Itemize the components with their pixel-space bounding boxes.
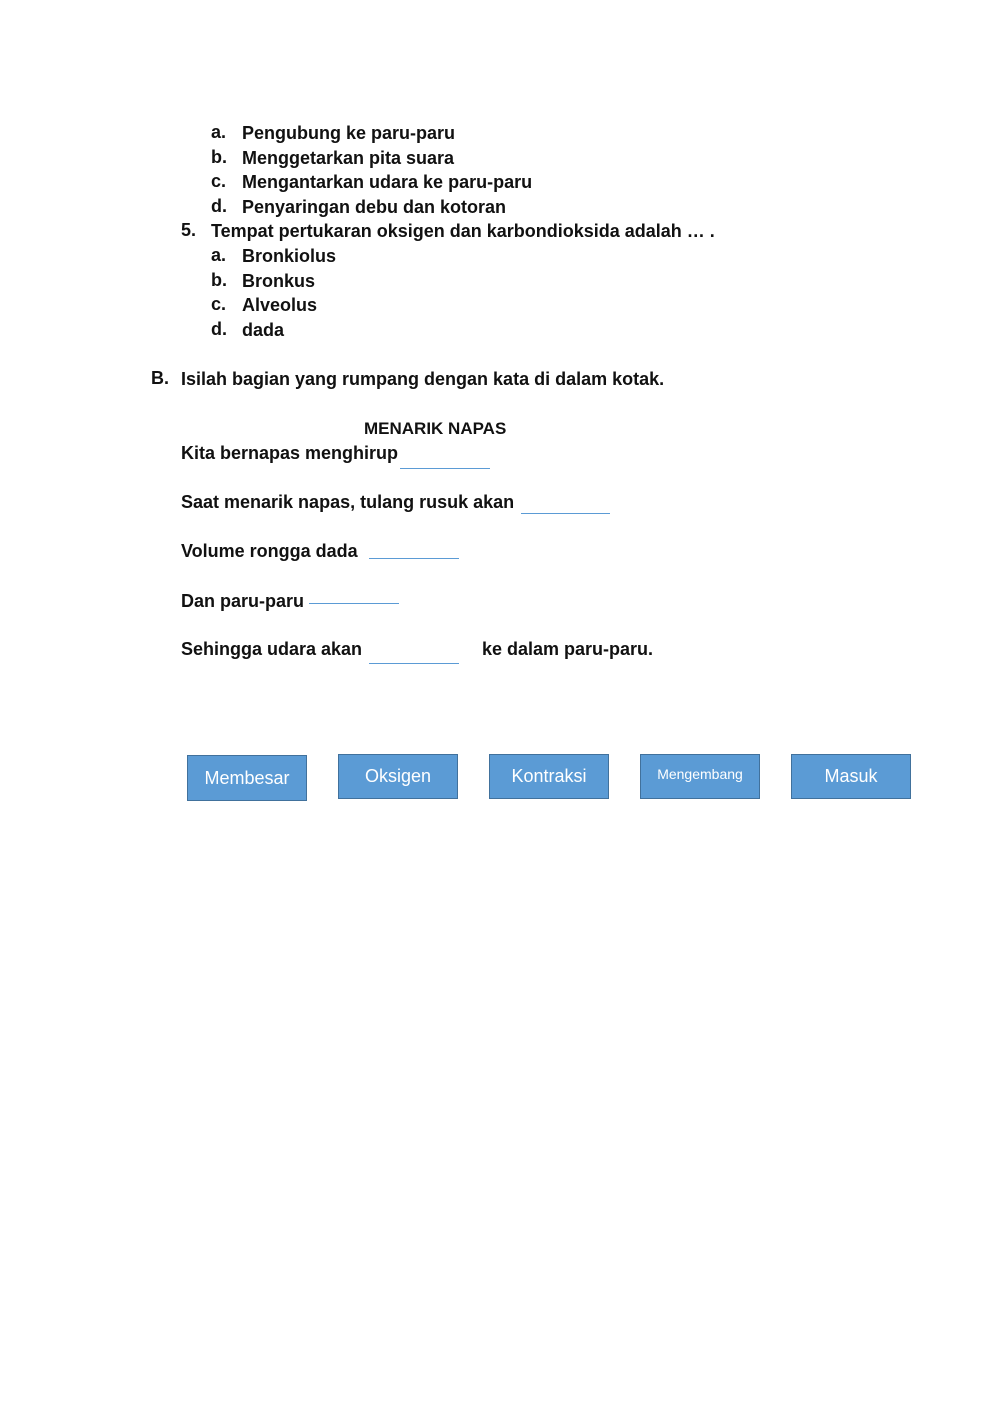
q5-option-d: dada bbox=[242, 320, 285, 340]
q5-option-b: Bronkus bbox=[242, 271, 316, 291]
blank-2[interactable] bbox=[521, 513, 610, 514]
word-tile-kontraksi[interactable]: Kontraksi bbox=[489, 754, 609, 799]
q4-option-a: Pengubung ke paru-paru bbox=[242, 123, 456, 143]
word-tile-mengembang[interactable] bbox=[640, 754, 760, 799]
word-tile-mengembang-label: Mengembang bbox=[657, 766, 743, 782]
word-tile-masuk[interactable]: Masuk bbox=[791, 754, 911, 799]
sentence-1: Kita bernapas menghirup bbox=[181, 443, 399, 463]
sentence-2: Saat menarik napas, tulang rusuk akan bbox=[181, 492, 515, 512]
q4-option-a-marker: a. bbox=[211, 122, 227, 142]
sentence-3: Volume rongga dada bbox=[181, 541, 358, 561]
blank-3[interactable] bbox=[369, 558, 459, 559]
q4-option-d: Penyaringan debu dan kotoran bbox=[242, 197, 507, 217]
q5-number: 5. bbox=[181, 220, 197, 240]
q4-option-b-marker: b. bbox=[211, 147, 227, 167]
q5-option-b-marker: b. bbox=[211, 270, 227, 290]
sentence-5: Sehingga udara akan bbox=[181, 639, 363, 659]
q5-option-c-marker: c. bbox=[211, 294, 227, 314]
section-b-title: MENARIK NAPAS bbox=[364, 419, 507, 438]
q5-question: Tempat pertukaran oksigen dan karbondioksida adalah … . bbox=[211, 221, 715, 241]
q5-option-a: Bronkiolus bbox=[242, 246, 337, 266]
q5-option-d-marker: d. bbox=[211, 319, 227, 339]
word-tile-membesar[interactable]: Membesar bbox=[187, 755, 307, 801]
blank-5[interactable] bbox=[369, 663, 459, 664]
q4-option-b: Menggetarkan pita suara bbox=[242, 148, 455, 168]
section-b-marker: B. bbox=[151, 368, 169, 388]
q4-option-d-marker: d. bbox=[211, 196, 227, 216]
sentence-4: Dan paru-paru bbox=[181, 591, 305, 611]
blank-4[interactable] bbox=[309, 603, 399, 604]
blank-1[interactable] bbox=[400, 468, 490, 469]
sentence-5-tail: ke dalam paru-paru. bbox=[482, 639, 654, 659]
q5-option-c: Alveolus bbox=[242, 295, 318, 315]
q4-option-c-marker: c. bbox=[211, 171, 227, 191]
word-tile-oksigen[interactable]: Oksigen bbox=[338, 754, 458, 799]
q5-option-a-marker: a. bbox=[211, 245, 227, 265]
q4-option-c: Mengantarkan udara ke paru-paru bbox=[242, 172, 533, 192]
section-b-instruction: Isilah bagian yang rumpang dengan kata di dalam kotak. bbox=[181, 369, 665, 389]
